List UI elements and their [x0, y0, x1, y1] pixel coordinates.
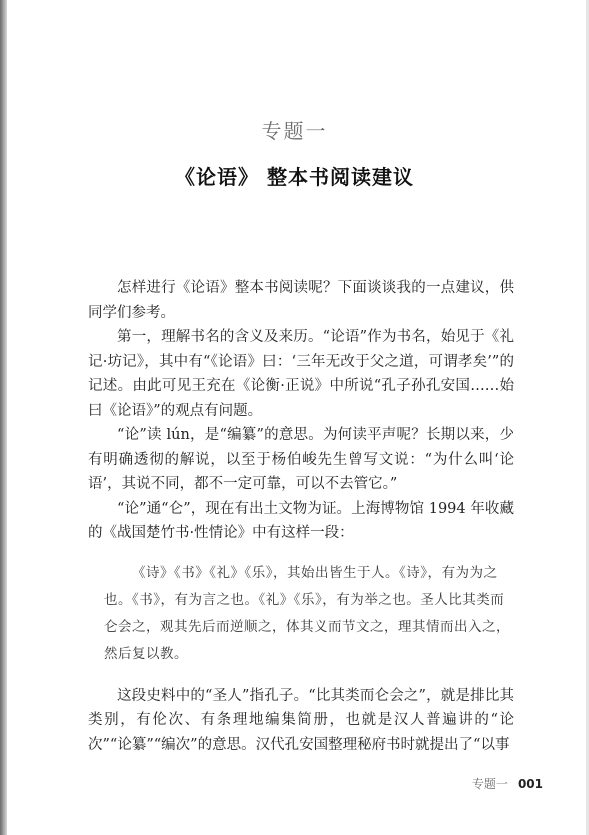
- quote-text: 《诗》《书》《礼》《乐》，其始出皆生于人。《诗》，有为为之也。《书》，有为言之也。《礼》《乐》，有为举之也。圣人比其类而仑会之，观其先后而逆顺之，体其义而节文之，理其情而出入之，然后复以教。: [104, 564, 510, 662]
- page-number: 001: [517, 777, 543, 791]
- footer-section: 专题一: [471, 777, 508, 791]
- paragraph: “论”通“仑”，现在有出土文物为证。上海博物馆 1994 年收藏的《战国楚竹书·性情论》中有这样一段：: [88, 500, 514, 541]
- paragraph: “论”读 lún，是“编纂”的意思。为何读平声呢？长期以来，少有明确透彻的解说，以至于杨伯峻先生曾写文说：“为什么叫‘论语’，其说不同，都不一定可靠，可以不去管它。”: [88, 427, 514, 492]
- paragraph: 这段史料中的“圣人”指孔子。“比其类而仑会之”，就是排比其类别，有伦次、有条理地编集简册，也就是汉人普遍讲的“论次”“论纂”“编次”的意思。汉代孔安国整理秘府书时就提出了“以事: [88, 687, 514, 753]
- page-footer: [472, 775, 543, 792]
- topic-heading: 专题一: [261, 119, 328, 143]
- block-quote: [88, 560, 514, 668]
- body-text: [88, 276, 514, 757]
- paragraph: 怎样进行《论语》整本书阅读呢？下面谈谈我的一点建议，供同学们参考。: [88, 280, 514, 321]
- paragraph: 第一，理解书名的含义及来历。“论语”作为书名，始见于《礼记·坊记》，其中有“《论语》曰：‘三年无改于父之道，可谓孝矣’”的记述。由此可见王充在《论衡·正说》中所说“孔子孙孔安国……始曰《论语》”的观点有问题。: [88, 329, 514, 419]
- page-title: 《论语》 整本书阅读建议: [175, 165, 414, 189]
